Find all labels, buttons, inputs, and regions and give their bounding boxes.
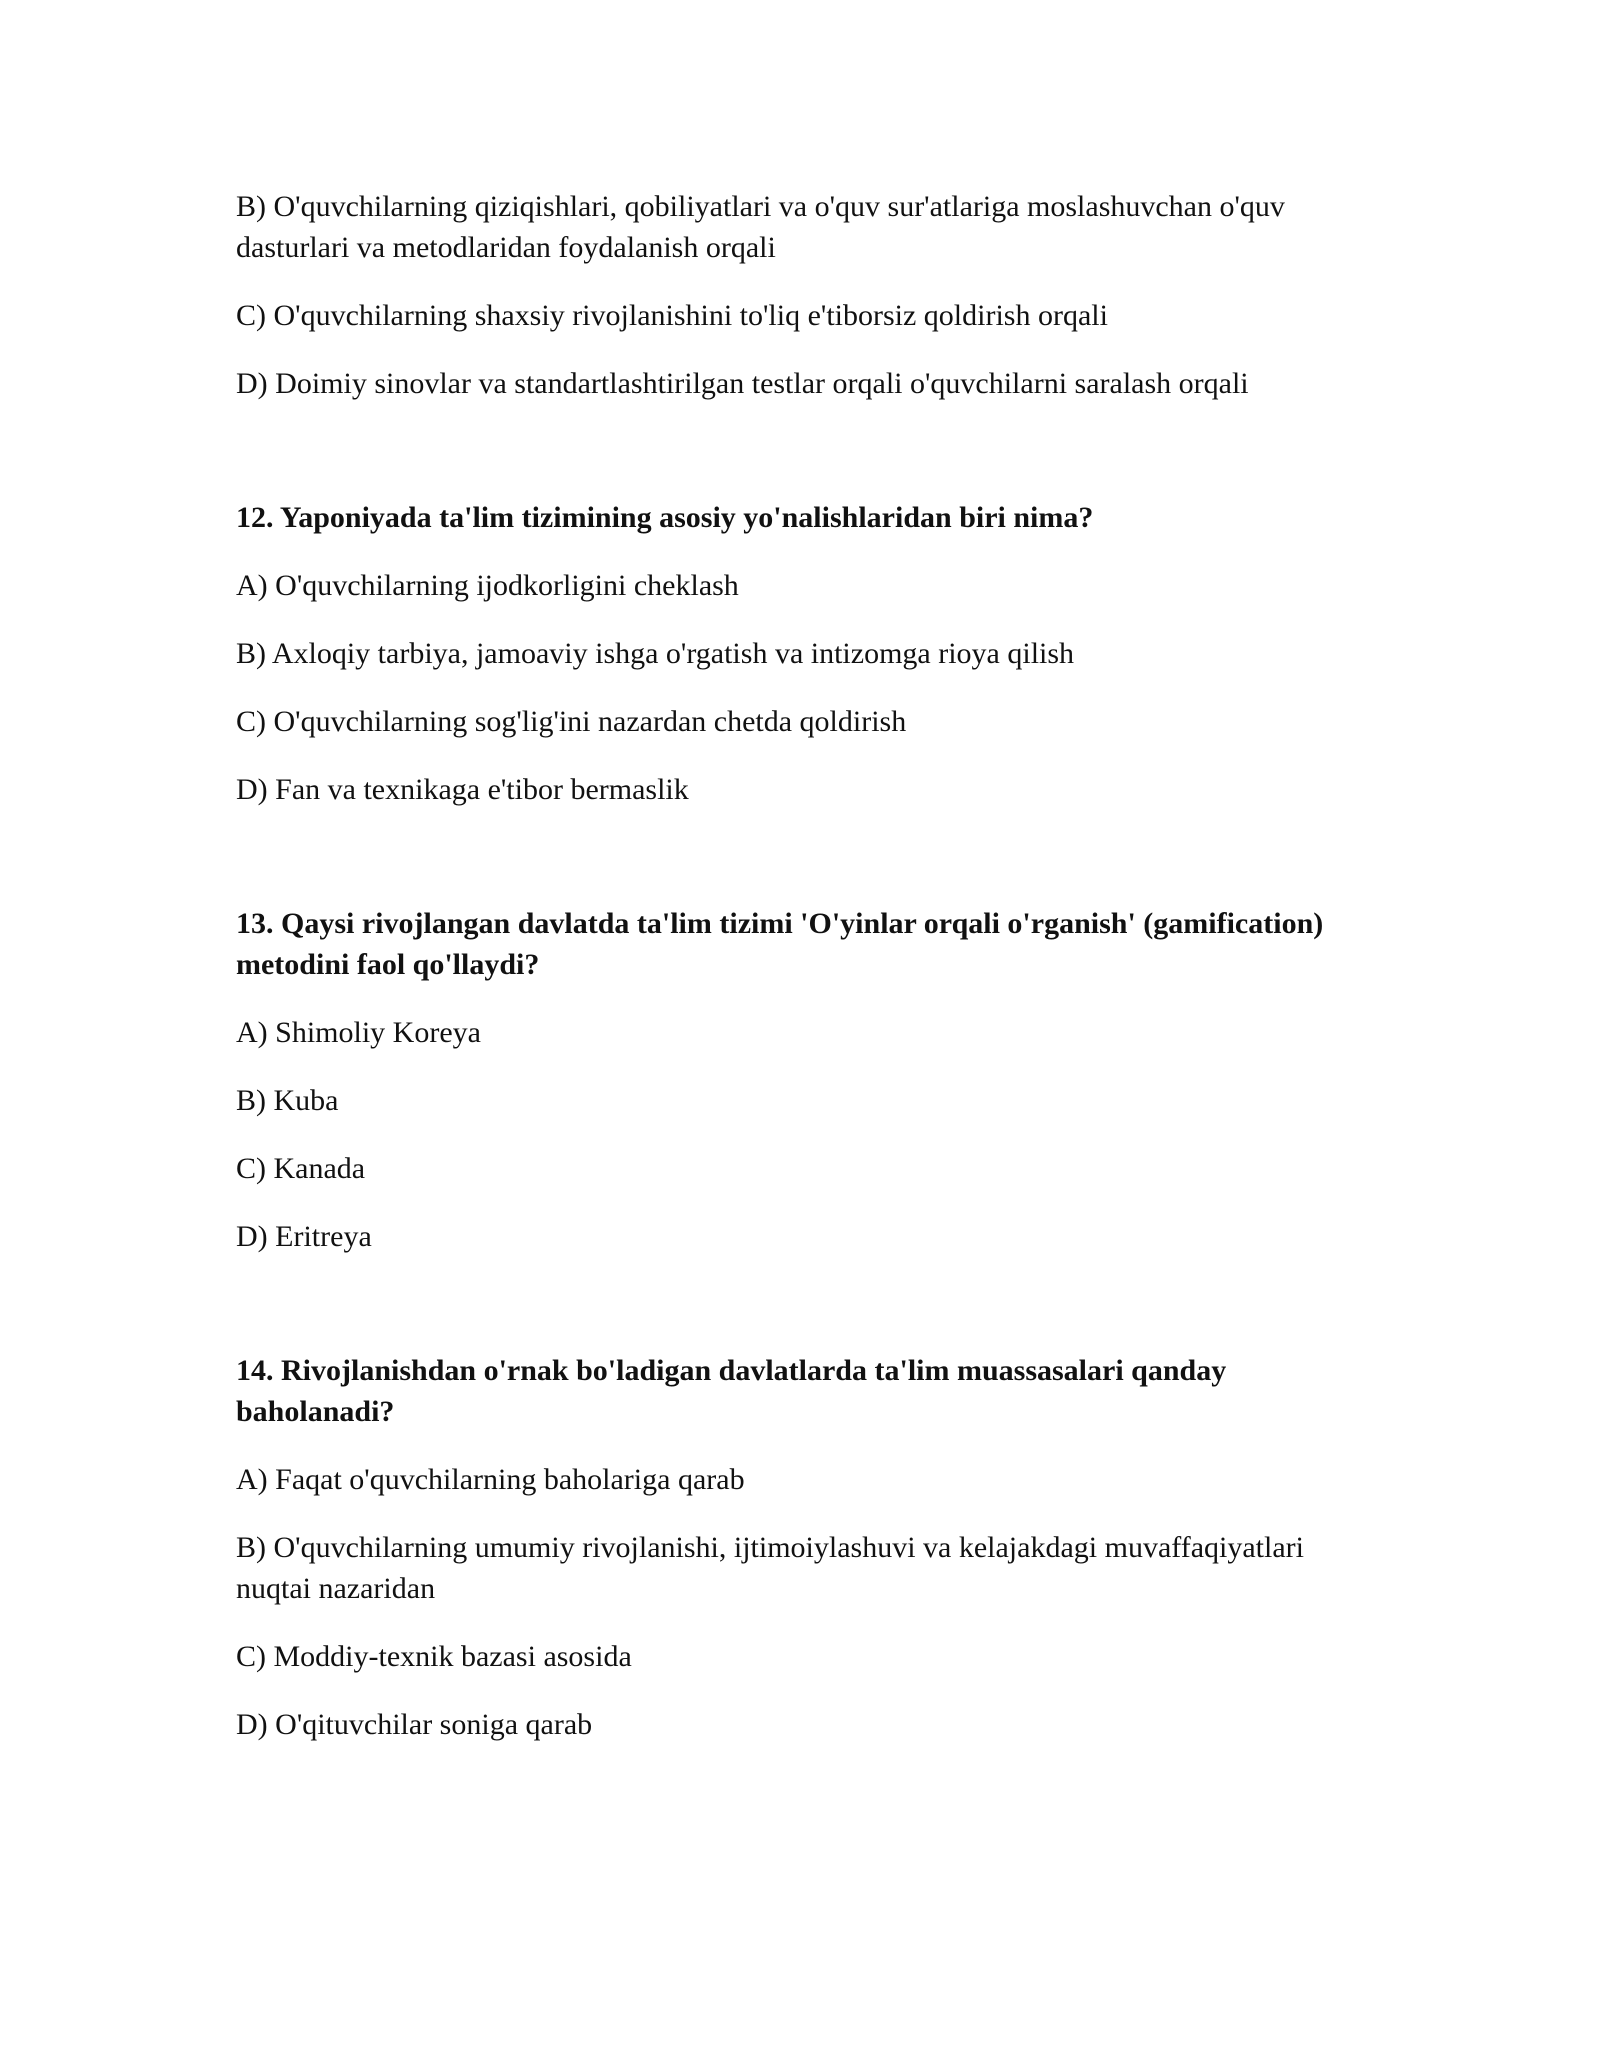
question-title: 13. Qaysi rivojlangan davlatda ta'lim tizimi 'O'yinlar orqali o'rganish' (gamification) metodini faol qo'llaydi?	[236, 907, 1324, 981]
option-d: D) Fan va texnikaga e'tibor bermaslik	[236, 773, 689, 806]
question-title: 14. Rivojlanishdan o'rnak bo'ladigan davlatlarda ta'lim muassasalari qanday baholanadi?	[236, 1354, 1227, 1428]
question-13	[236, 903, 1386, 1257]
option-c: C) Kanada	[236, 1152, 366, 1185]
spacer	[236, 431, 1386, 497]
option-c: C) O'quvchilarning shaxsiy rivojlanishini to'liq e'tiborsiz qoldirish orqali	[236, 299, 1108, 332]
option-b: B) Kuba	[236, 1084, 339, 1117]
question-12	[236, 497, 1386, 810]
option-a: A) O'quvchilarning ijodkorligini cheklash	[236, 569, 739, 602]
question-title: 12. Yaponiyada ta'lim tizimining asosiy yo'nalishlaridan biri nima?	[236, 501, 1094, 534]
document-page	[236, 186, 1386, 1772]
option-d: D) Eritreya	[236, 1220, 372, 1253]
spacer	[236, 837, 1386, 903]
spacer	[236, 1284, 1386, 1350]
option-b: B) O'quvchilarning umumiy rivojlanishi, ijtimoiylashuvi va kelajakdagi muvaffaqiyatlari nuqtai nazaridan	[236, 1531, 1304, 1605]
option-b: B) Axloqiy tarbiya, jamoaviy ishga o'rgatish va intizomga rioya qilish	[236, 637, 1075, 670]
option-a: A) Faqat o'quvchilarning baholariga qarab	[236, 1463, 745, 1496]
option-a: A) Shimoliy Koreya	[236, 1016, 481, 1049]
option-b: B) O'quvchilarning qiziqishlari, qobiliyatlari va o'quv sur'atlariga moslashuvchan o'quv dasturlari va metodlaridan foydalanish orqali	[236, 190, 1285, 264]
option-d: D) Doimiy sinovlar va standartlashtirilgan testlar orqali o'quvchilarni saralash orqali	[236, 367, 1249, 400]
question-14	[236, 1350, 1386, 1745]
option-c: C) O'quvchilarning sog'lig'ini nazardan chetda qoldirish	[236, 705, 907, 738]
question-11-continued	[236, 186, 1386, 404]
option-c: C) Moddiy-texnik bazasi asosida	[236, 1640, 632, 1673]
option-d: D) O'qituvchilar soniga qarab	[236, 1708, 593, 1741]
